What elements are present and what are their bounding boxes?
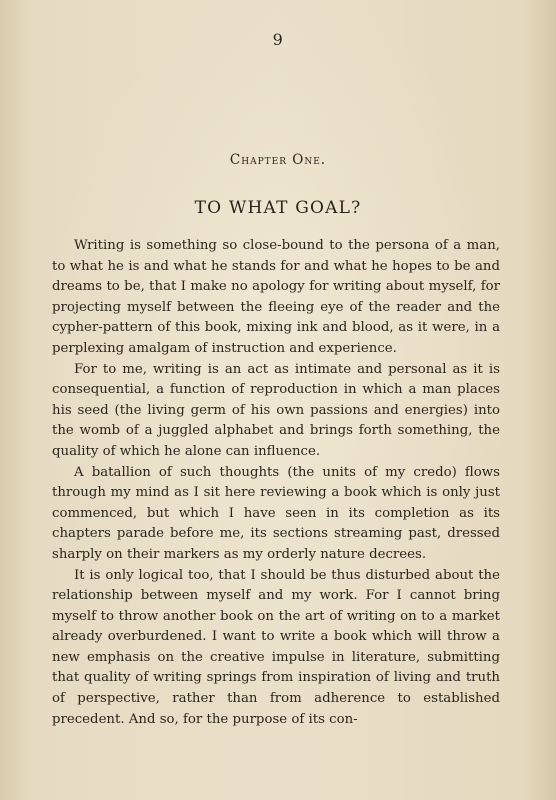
chapter-title: TO WHAT GOAL? xyxy=(194,198,362,218)
chapter-label: Chapter One. xyxy=(229,152,327,168)
paragraph-1: Writing is something so close-bound to the persona of a man, to what he is and what he stands for and what he hopes to be and dreams to be, that I make no apology for writing about myself, for projecting myself between the fleeing eye of the reader and the cypher-pattern of this book, mixing ink and blood, as it were, in a perplexing amalgam of instruction and experience. xyxy=(52,238,500,356)
paragraph-4: It is only logical too, that I should be thus disturbed about the relationship between myself and my work. For I cannot bring myself to throw another book on the art of writing on to a market already overburdened. I want to write a book which will throw a new emphasis on the creative impulse in literature, submitting that quality of writing springs from inspiration of living and truth of perspective, rather than from adherence to established precedent. And so, for the purpose of its con- xyxy=(52,567,500,727)
body-text xyxy=(52,236,500,730)
paragraph-2: For to me, writing is an act as intimate and personal as it is consequential, a function of reproduction in which a man places his seed (the living germ of his own passions and energies) into the womb of a juggled alphabet and brings forth something, the quality of which he alone can influence. xyxy=(52,361,500,459)
paragraph-3: A batallion of such thoughts (the units of my credo) flows through my mind as I sit here reviewing a book which is only just commenced, but which I have seen in its completion as its chapters parade before me, its sections streaming past, dressed sharply on their markers as my orderly nature decrees. xyxy=(52,464,500,562)
page-number: 9 xyxy=(272,30,284,49)
